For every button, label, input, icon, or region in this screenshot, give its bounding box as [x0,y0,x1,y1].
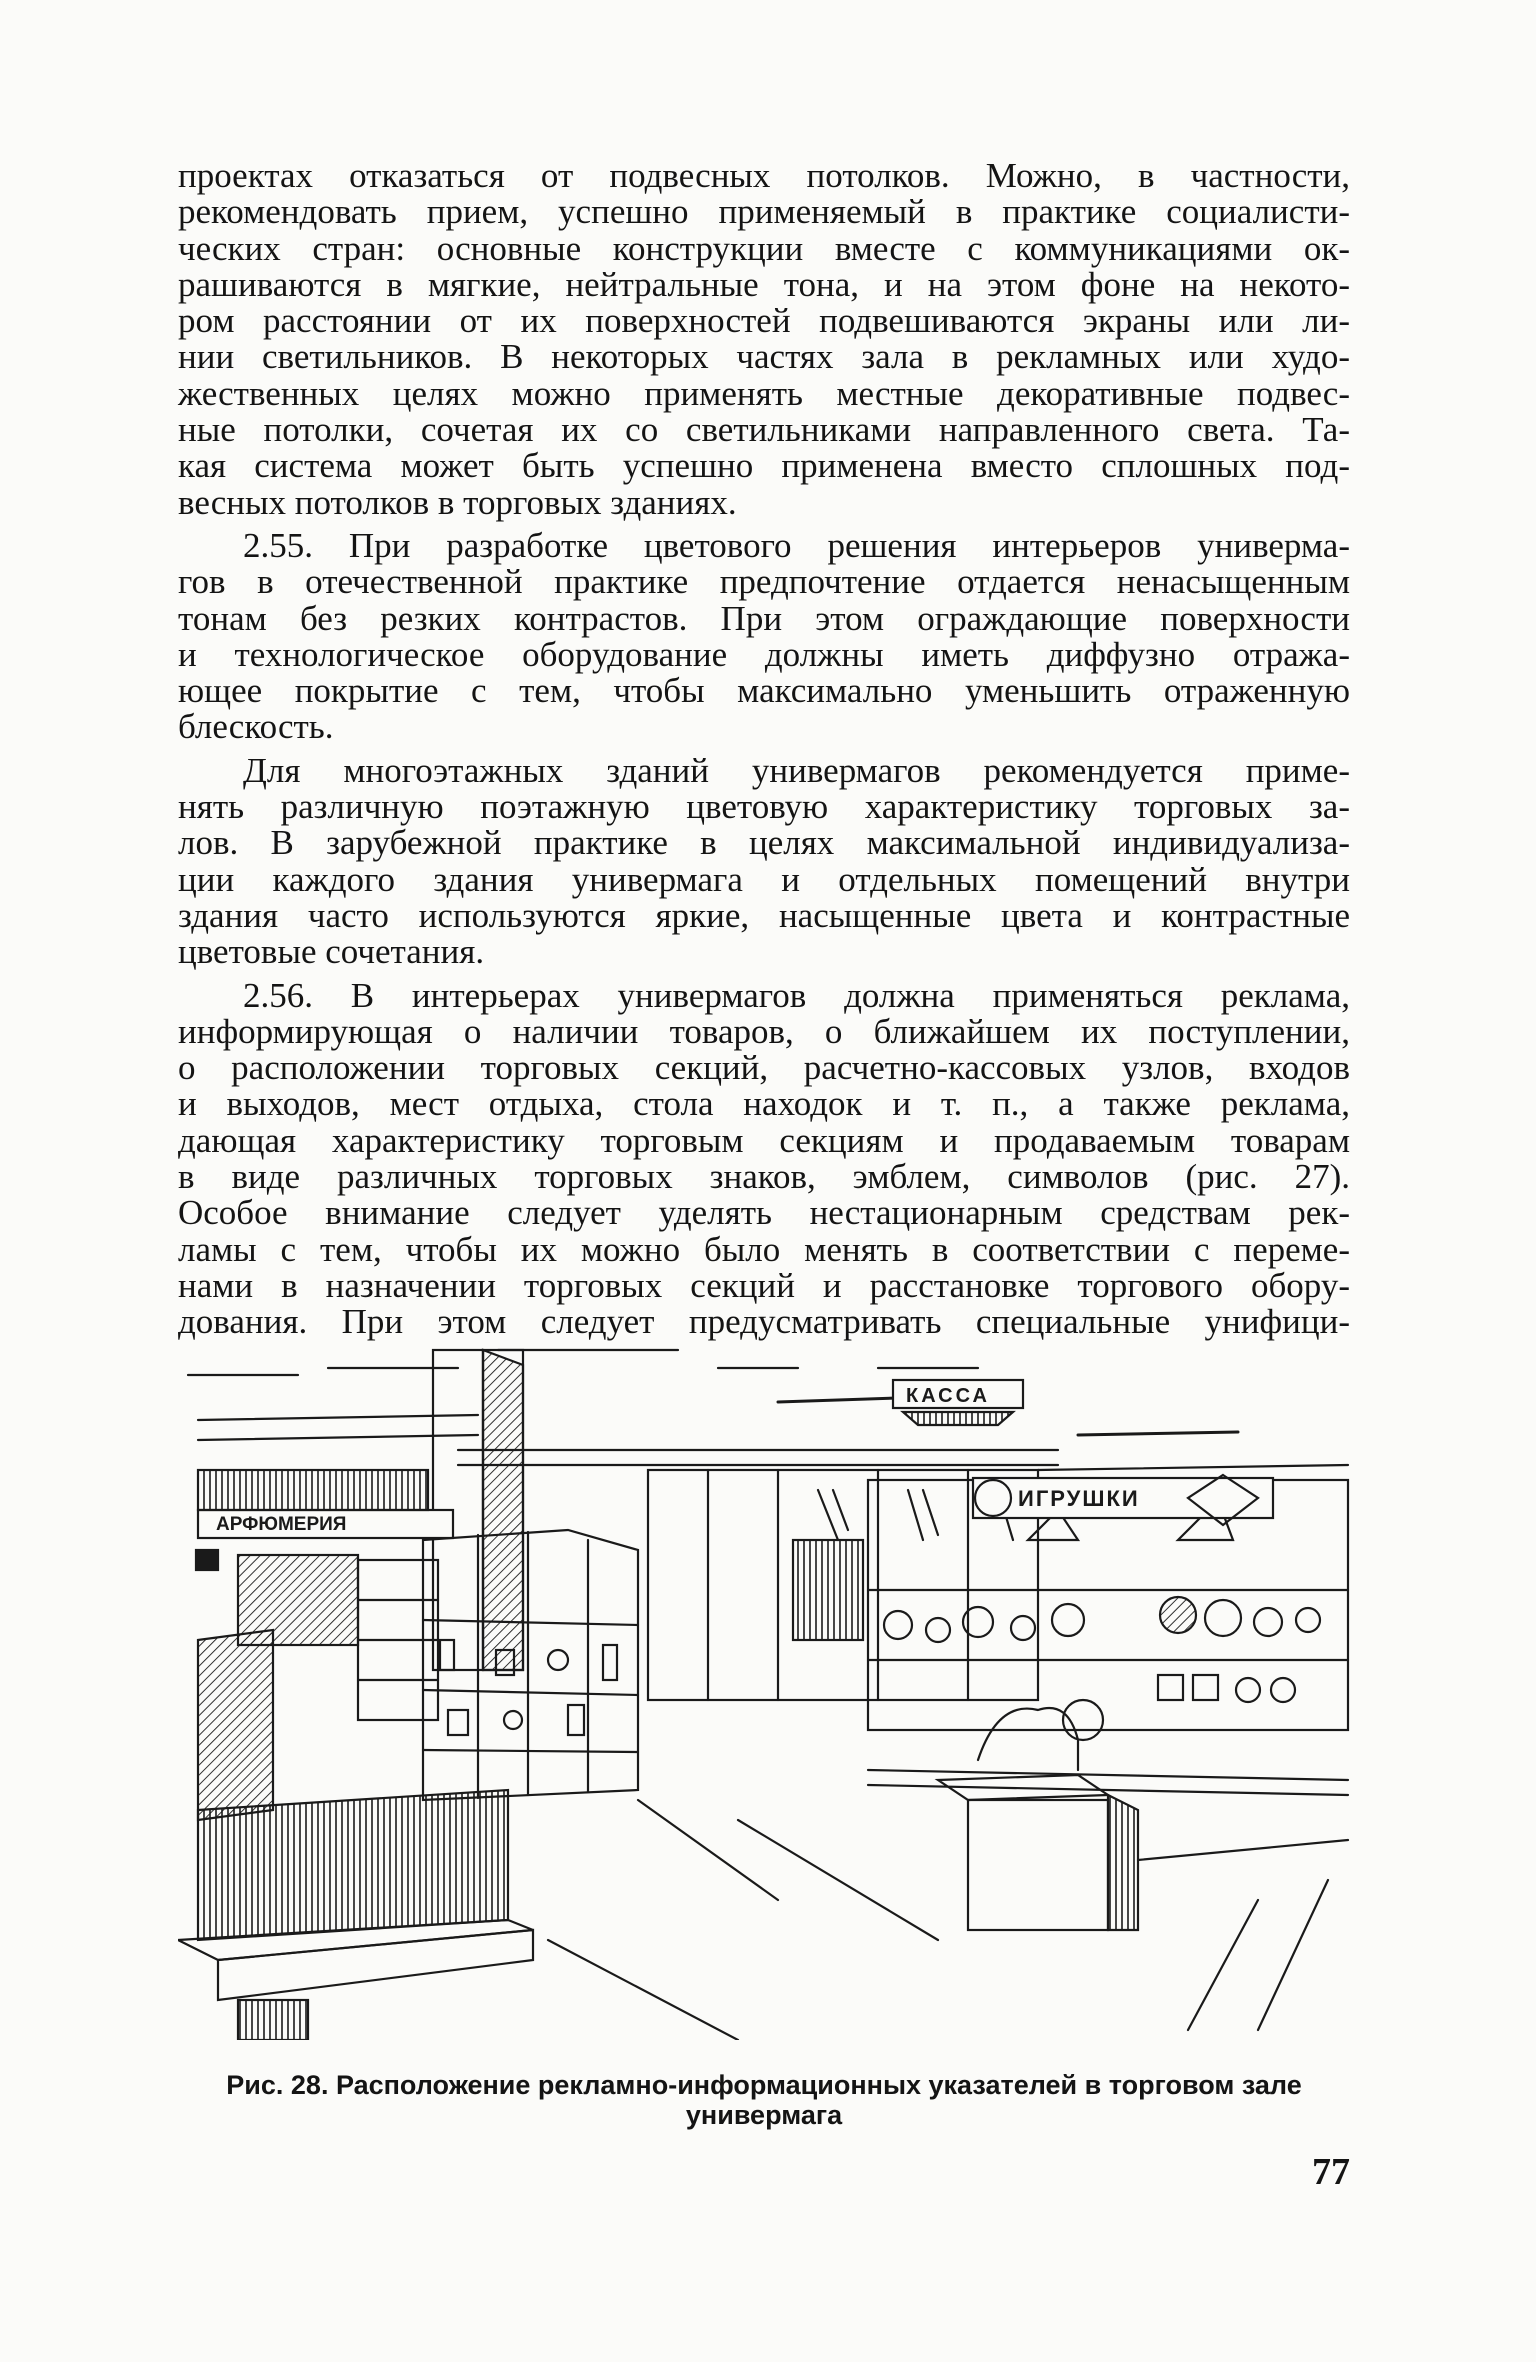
text-line: жественных целях можно применять местные декоративные подвес- [178,373,1350,413]
text-line: в виде различных торговых знаков, эмблем, символов (рис. 27). [178,1157,1350,1197]
text-line: ные потолки, сочетая их со светильниками направленного света. Та- [178,410,1350,450]
text-line: ламы с тем, чтобы их можно было менять в соответствии с переме- [178,1229,1350,1269]
text-line: 2.55. При разработке цветового решения интерьеров универма- [243,525,1350,565]
text-line: кая система может быть успешно применена вместо сплошных под- [178,446,1350,486]
text-line: тонам без резких контрастов. При этом ограждающие поверхности [178,598,1350,638]
text-line: рекомендовать прием, успешно применяемый в практике социалисти- [178,192,1350,232]
text-line: ющее покрытие с тем, чтобы максимально уменьшить отраженную [178,671,1350,711]
kassa-sign [893,1380,1023,1425]
text-line: лов. В зарубежной практике в целях максимальной индивидуализа- [178,823,1350,863]
text-line: информирующая о наличии товаров, о ближайшем их поступлении, [178,1011,1350,1051]
text-line: здания часто используются яркие, насыщенные цвета и контрастные [178,895,1350,935]
text-line: и технологическое оборудование должны иметь диффузно отража- [178,634,1350,674]
text-line: ческих стран: основные конструкции вместе с коммуникациями ок- [178,228,1350,268]
text-line: нять различную поэтажную цветовую характеристику торговых за- [178,787,1350,827]
store-interior-illustration [178,1340,1358,2040]
text-line: весных потолков в торговых зданиях. [178,482,737,522]
text-line: гов в отечественной практике предпочтение отдается ненасыщенным [178,562,1350,602]
text-line: дования. При этом следует предусматривать специальные унифици- [178,1302,1350,1342]
toys-sign [973,1475,1273,1525]
text-line: дающая характеристику торговым секциям и продаваемым товарам [178,1120,1350,1160]
page-number: 77 [1312,2151,1350,2193]
paragraph-multistorey [178,750,1350,972]
toys-sign-label: ИГРУШКИ [1018,1486,1140,1511]
paragraph-2-55 [178,525,1350,747]
toy-display [868,1480,1348,1795]
perfume-sign-label: АРФЮМЕРИЯ [216,1514,347,1535]
text-line: блескость. [178,707,334,747]
ceiling-lines [188,1350,1348,1470]
text-line: и выходов, мест отдыха, стола находок и т. п., а также реклама, [178,1084,1350,1124]
text-line: нии светильников. В некоторых частях зала в рекламных или худо- [178,337,1350,377]
text-line: о расположении торговых секций, расчетно-кассовых узлов, входов [178,1048,1350,1088]
kassa-sign-label: КАССА [906,1385,990,1407]
text-line: проектах отказаться от подвесных потолков. Можно, в частности, [178,156,1350,195]
figure-caption: Рис. 28. Расположение рекламно-информационных указателей в торговом зале универмага [226,2070,1302,2130]
text-line: Особое внимание следует уделять нестационарным средствам рек- [178,1193,1350,1233]
glass-cabinets [423,1530,638,1800]
text-line: нами в назначении торговых секций и расстановке торгового обору- [178,1265,1350,1305]
paragraph-continuation [178,158,1350,521]
text-line: цветовые сочетания. [178,932,485,972]
text-line: ции каждого здания универмага и отдельных помещений внутри [178,859,1350,899]
floor-lines [548,1800,1348,2040]
text-line: Для многоэтажных зданий универмагов рекомендуется приме- [243,750,1350,790]
text-line: 2.56. В интерьерах универмагов должна применяться реклама, [243,975,1350,1015]
text-line: ром расстоянии от их поверхностей подвешиваются экраны или ли- [178,301,1350,341]
cashier-counter [938,1700,1138,1930]
text-line: рашиваются в мягкие, нейтральные тона, и на этом фоне на некото- [178,264,1350,304]
paragraph-2-56 [178,975,1350,1342]
body-text [178,158,1350,1341]
